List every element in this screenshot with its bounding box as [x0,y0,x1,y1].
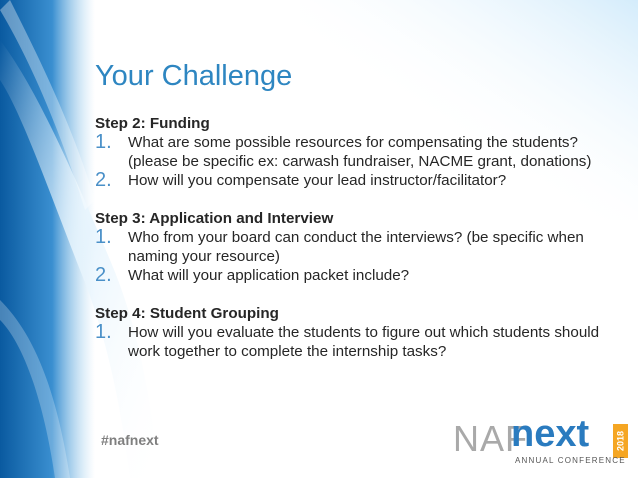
list-number: 1. [95,226,112,248]
list-number: 1. [95,321,112,343]
nafnext-logo [453,413,631,469]
list-text: How will you compensate your lead instructor/facilitator? [128,172,507,189]
hashtag: #nafnext [101,432,159,448]
logo-year-badge: 2018 [613,424,628,458]
list-item [95,266,615,285]
logo-next-text: next [511,413,590,455]
step-heading-funding: Step 2: Funding [95,115,210,132]
list-text: What are some possible resources for compensating the students? (please be specific ex: carwash fundraiser, NACME grant, donations) [128,134,592,170]
list-text: How will you evaluate the students to figure out which students should work together to complete the internship tasks? [128,324,600,360]
list-text: What will your application packet include? [128,267,410,284]
step-heading-application: Step 3: Application and Interview [95,210,334,227]
list-item [95,133,615,171]
list-number: 1. [95,131,112,153]
logo-subtitle: ANNUAL CONFERENCE [515,456,626,465]
slide-title: Your Challenge [95,60,293,92]
slide-content [95,114,615,361]
list-item [95,171,615,190]
list-number: 2. [95,169,112,191]
logo-naf-text: NAF [453,418,528,459]
list-text: Who from your board can conduct the interviews? (be specific when naming your resource) [128,229,584,265]
list-item [95,228,615,266]
list-item [95,323,615,361]
step-heading-grouping: Step 4: Student Grouping [95,305,279,322]
list-number: 2. [95,264,112,286]
